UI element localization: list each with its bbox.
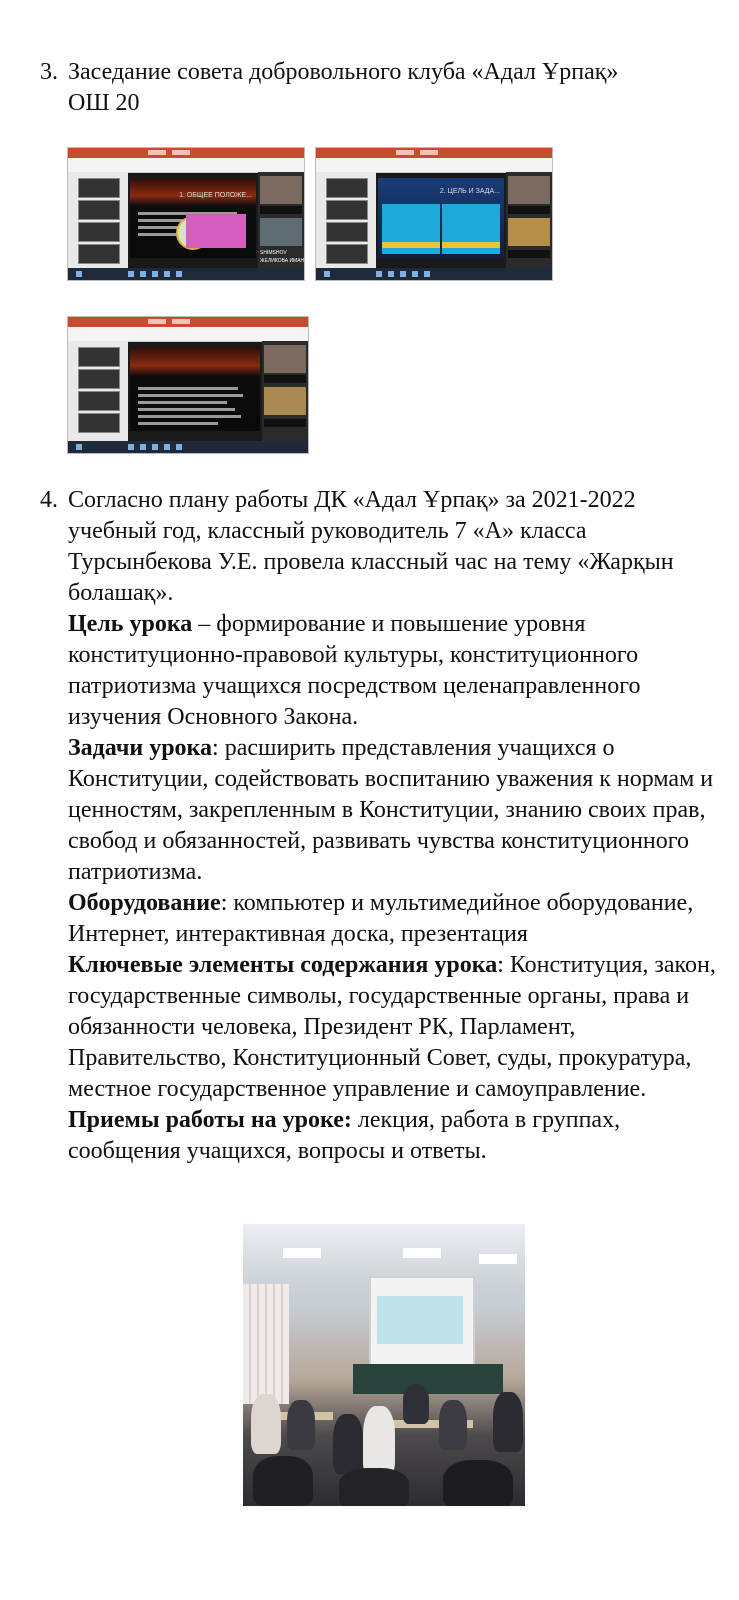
equipment-text: : компьютер и мультимедийное оборудование, Интернет, интерактивная доска, презентация [68,890,694,947]
equipment-label: Оборудование [68,890,221,916]
ribbon [68,158,304,173]
titlebar [68,148,304,158]
tasks-text: : расширить представления учащихся о Конституции, содействовать воспитанию уважения к нормам и ценностям, закрепленным в Конституции, знанию своих прав, свобод и обязанностей, развивать чувства конституционного патриотизма. [68,735,714,885]
slide-thumbnails [316,172,376,268]
ribbon [316,158,552,173]
list-number: 4. [40,487,58,513]
slide-title: 2. ЦЕЛЬ И ЗАДА... [439,188,500,195]
titlebar [316,148,552,158]
key-label: Ключевые элементы содержания урока [68,952,498,978]
lesson-key-elements [68,950,720,1105]
methods-label: Приемы работы на уроке: [68,1107,352,1133]
presentation-slide [378,178,504,258]
lesson-equipment [68,888,720,950]
yellow-strip [442,242,500,248]
item3-heading-line2: ОШ 20 [68,90,140,116]
participant-name: ЖЕЛИКОВА ИМАН [260,258,305,264]
list-item-4 [40,485,720,1167]
participant-name: SHIMSHOV [260,250,287,256]
slide-title: 1. ОБЩЕЕ ПОЛОЖЕ... [179,192,252,199]
methods-text: лекция, работа в группах, сообщения учащихся, вопросы и ответы. [68,1107,621,1164]
meeting-screenshot-2 [315,147,553,281]
goal-label: Цель урока [68,611,193,637]
list-item-3 [40,57,720,119]
presentation-slide [130,347,260,431]
video-participants [258,172,304,268]
goal-text: – формирование и повышение уровня конституционно-правовой культуры, конституционного патриотизма учащихся посредством целенаправленного изучения Основного Закона. [68,611,641,730]
taskbar [316,268,552,280]
pink-block [186,214,246,248]
item4-intro: Согласно плану работы ДК «Адал Ұрпақ» за 2021-2022 учебный год, классный руководитель 7 «А» класса Турсынбекова У.Е. провела классный час на тему «Жарқын болашақ». [68,487,674,606]
lesson-methods [68,1105,720,1167]
meeting-screenshot-3 [67,316,309,454]
blackboard [353,1364,503,1394]
ribbon [68,327,308,342]
slide-thumbnails [68,172,128,268]
classroom-photo [243,1224,525,1506]
video-participants [262,341,308,441]
presentation-slide [130,178,256,258]
list-number: 3. [40,59,58,85]
lesson-goal [68,609,720,733]
taskbar [68,268,304,280]
slide-thumbnails [68,341,128,441]
lesson-tasks [68,733,720,888]
video-participants [506,172,552,268]
meeting-screenshot-1 [67,147,305,281]
tasks-label: Задачи урока [68,735,213,761]
titlebar [68,317,308,327]
key-text: : Конституция, закон, государственные символы, государственные органы, права и обязанности человека, Президент РК, Парламент, Правительство, Конституционный Совет, суды, прокуратура, местное государственное управление и самоуправление. [68,952,716,1102]
projector-screen [369,1276,475,1366]
taskbar [68,441,308,453]
item3-heading-line1: Заседание совета добровольного клуба «Адал Ұрпақ» [68,59,619,85]
yellow-strip [382,242,440,248]
